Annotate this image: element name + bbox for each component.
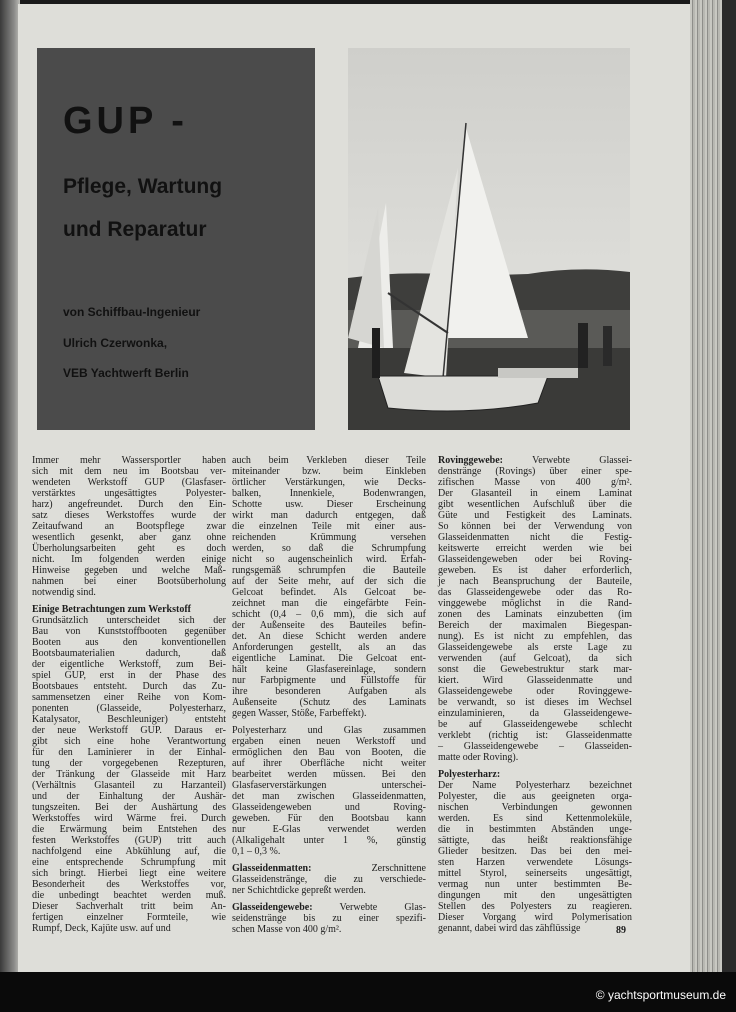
text-line: seidenstränge bis zu einer spezifi- bbox=[232, 913, 426, 924]
text-line: Werkstoffes wird Wärme frei. Durch bbox=[32, 813, 226, 824]
text-line: balken, Innenkiele, Bodenwrangen, bbox=[232, 488, 426, 499]
text-line: Immer mehr Wassersportler haben bbox=[32, 455, 226, 466]
text-line: (Alkaligehalt unter 1 %, günstig bbox=[232, 835, 426, 846]
text-line bbox=[438, 455, 632, 466]
text-line: werden. Es sind Kettenmoleküle, bbox=[438, 813, 632, 824]
text-line: eigentliche Laminat. Die Gelcoat ent- bbox=[232, 653, 426, 664]
text-line: spiel GUP, erst in der Phase des bbox=[32, 670, 226, 681]
text-line bbox=[232, 863, 426, 874]
text-line: Der Name Polyesterharz bezeichnet bbox=[438, 780, 632, 791]
article-title: GUP - bbox=[63, 100, 188, 142]
text-line: sich bringt. Hierbei liegt eine weitere bbox=[32, 868, 226, 879]
text-line: nahmen bei einer Bootsüberholung bbox=[32, 576, 226, 587]
text-line: kiert. Wird Glasseidenmatte und bbox=[438, 675, 632, 686]
text-line: nur E-Glas verwendet werden bbox=[232, 824, 426, 835]
text-line: auch beim Verkleben dieser Teile bbox=[232, 455, 426, 466]
text-line: geweben. Es ist daher erforderlich, bbox=[438, 565, 632, 576]
text-line: Polyesterharz und Glas zusammen bbox=[232, 725, 426, 736]
text-line: auf ihrer Oberfläche nicht weiter bbox=[232, 758, 426, 769]
section-heading: Rovinggewebe: bbox=[438, 455, 503, 466]
text-line: nur Farbpigmente und Füllstoffe für bbox=[232, 675, 426, 686]
text-line: verklebt (richtig ist: Glasseidenmatte bbox=[438, 730, 632, 741]
text-line: wirkt man dadurch entgegen, daß bbox=[232, 510, 426, 521]
text-line: Anforderungen gestellt, als an das bbox=[232, 642, 426, 653]
text-line: wendeten Werkstoff GUP (Glasfaser- bbox=[32, 477, 226, 488]
text-line: – Glasseidengewebe – Glasseiden- bbox=[438, 741, 632, 752]
text-line: nung). Es ist nicht zu empfehlen, das bbox=[438, 631, 632, 642]
text-line: gegen Wasser, Stöße, Farbeffekt). bbox=[232, 708, 367, 719]
text-line: auf der Seite mehr, auf der sich die bbox=[232, 576, 426, 587]
text-line: miteinander bzw. beim Einkleben bbox=[232, 466, 426, 477]
section-heading: Glasseidengewebe: bbox=[232, 902, 313, 913]
text-line: schen Masse von 400 g/m². bbox=[232, 924, 342, 935]
text-line: die in bestimmten Abständen unge- bbox=[438, 824, 632, 835]
text-line: be verwandt, so ist dieses im Wechsel bbox=[438, 697, 632, 708]
text-line: Glasfaserverstärkungen unterschei- bbox=[232, 780, 426, 791]
text-line: Dieser Vorgang wird Polymerisation bbox=[438, 912, 632, 923]
text-line: ponenten (Glasseide, Polyesterharz, bbox=[32, 703, 226, 714]
text-line: bearbeitet werden müssen. Bei den bbox=[232, 769, 426, 780]
text-line bbox=[32, 604, 226, 615]
page-number: 89 bbox=[616, 925, 626, 936]
text-line: dingungen mit den ungesättigten bbox=[438, 890, 632, 901]
text-line: werden, so daß die Schrumpfung bbox=[232, 543, 426, 554]
text-line: ner Schichtdicke gepreßt werden. bbox=[232, 885, 366, 896]
text-column-3 bbox=[438, 455, 632, 934]
text-line: Außenseite (Schutz des Laminats bbox=[232, 697, 426, 708]
text-column-2 bbox=[232, 455, 426, 935]
text-line: der Tränkung der Glasseide mit Harz bbox=[32, 769, 226, 780]
text-line: Glasseidengeweben und Roving- bbox=[232, 802, 426, 813]
text-line: die Erwärmung beim Entstehen des bbox=[32, 824, 226, 835]
text-line: Besonderheit des Werkstoffes vor, bbox=[32, 879, 226, 890]
text-line: wesentlich gesenkt, aber ganz ohne bbox=[32, 532, 226, 543]
text-line: Bootsbaumaterialien dadurch, daß bbox=[32, 648, 226, 659]
text-line: nicht. Im folgenden werden einige bbox=[32, 554, 226, 565]
text-run: Verwebte Glassei- bbox=[503, 455, 632, 466]
text-line: gibt wesentlichen Aufschluß über die bbox=[438, 499, 632, 510]
text-line: Bereich der maximalen Biegespan- bbox=[438, 620, 632, 631]
text-line: sättigte, das heißt reaktionsfähige bbox=[438, 835, 632, 846]
text-line: satz dieses Werkstoffes wurde der bbox=[32, 510, 226, 521]
text-line: So können bei der Verwendung von bbox=[438, 521, 632, 532]
text-line: sich mit dem neu im Bootsbau ver- bbox=[32, 466, 226, 477]
text-line: die einzelnen Teile mit einer aus- bbox=[232, 521, 426, 532]
text-run: Verwebte Glas- bbox=[312, 902, 426, 913]
text-line: 0,1 – 0,3 %. bbox=[232, 846, 281, 857]
section-heading: Glasseidenmatten: bbox=[232, 863, 312, 874]
text-line: Zeitaufwand an Bootspflege zwar bbox=[32, 521, 226, 532]
text-line: der neue Werkstoff GUP. Daraus er- bbox=[32, 725, 226, 736]
text-line: sammensetzen einer Reihe von Kom- bbox=[32, 692, 226, 703]
article-subtitle-line1: Pflege, Wartung bbox=[63, 175, 223, 198]
author-line1: von Schiffbau-Ingenieur bbox=[63, 305, 201, 319]
text-line: zifischen Masse von 400 g/m². bbox=[438, 477, 632, 488]
text-line: Überholungsarbeiten geht es doch bbox=[32, 543, 226, 554]
text-line: vermag nun unter bestimmten Be- bbox=[438, 879, 632, 890]
text-line: fertigen einzelner Formteile, wie bbox=[32, 912, 226, 923]
author-name: Ulrich Czerwonka, bbox=[63, 336, 168, 350]
book-page-edges bbox=[690, 0, 736, 975]
text-line: Bootsbaues entsteht. Durch das Zu- bbox=[32, 681, 226, 692]
text-run: Zerschnittene bbox=[311, 863, 426, 874]
text-line: Güte und Festigkeit des Laminats. bbox=[438, 510, 632, 521]
text-line: örtlicher Verstärkungen, wie Decks- bbox=[232, 477, 426, 488]
text-line: zeichnet man die eingefärbte Fein- bbox=[232, 598, 426, 609]
author-affiliation: VEB Yachtwerft Berlin bbox=[63, 366, 189, 380]
text-line: Gelcoat befindet. Als Gelcoat be- bbox=[232, 587, 426, 598]
text-line: Der Glasanteil in einem Laminat bbox=[438, 488, 632, 499]
text-line: ihre besonderen Aufgaben als bbox=[232, 686, 426, 697]
text-line: Rumpf, Deck, Kajüte usw. auf und bbox=[32, 923, 171, 934]
text-line: festen Werkstoffes (GUP) tritt auch bbox=[32, 835, 226, 846]
text-line: keitswerte erreicht werden wie bei bbox=[438, 543, 632, 554]
text-line: Glasseidengewebe oder Rovinggewe- bbox=[438, 686, 632, 697]
text-line: geweben. Für den Bootsbau kann bbox=[232, 813, 426, 824]
text-line: Katalysator, Beschleuniger) entsteht bbox=[32, 714, 226, 725]
text-line: schicht (0,4 – 0,6 mm), die sich auf bbox=[232, 609, 426, 620]
text-line: nischen Verbindungen gewonnen bbox=[438, 802, 632, 813]
text-line: genannt, dabei wird das zähflüssige bbox=[438, 923, 581, 934]
text-line: hält keine Glasfasereinlage, sondern bbox=[232, 664, 426, 675]
text-column-1 bbox=[32, 455, 226, 934]
text-line: das Glasseidengewebe oder das Ro- bbox=[438, 587, 632, 598]
text-line: und der Einhaltung der Aushär- bbox=[32, 791, 226, 802]
section-heading: Einige Betrachtungen zum Werkstoff bbox=[32, 604, 191, 615]
text-line: det. An diese Schicht werden andere bbox=[232, 631, 426, 642]
text-line: Booten aus den konventionellen bbox=[32, 637, 226, 648]
text-line: verstärktes ungesättigtes Polyester- bbox=[32, 488, 226, 499]
section-heading: Polyesterharz: bbox=[438, 769, 501, 780]
book-left-edge bbox=[0, 0, 20, 975]
text-line: det man zwischen Glasseidenmatten, bbox=[232, 791, 426, 802]
text-line: Polyester, die aus geeigneten orga- bbox=[438, 791, 632, 802]
text-line: reichenden Krümmung versehen bbox=[232, 532, 426, 543]
text-line: verwenden (auf Gelcoat), da sich bbox=[438, 653, 632, 664]
text-line: Glasseidenstränge, die zu verschiede- bbox=[232, 874, 426, 885]
text-line: zonen des Laminats einzubetten (im bbox=[438, 609, 632, 620]
text-line: rungsgemäß schrumpfen die Bauteile bbox=[232, 565, 426, 576]
sailboat-photo bbox=[348, 48, 630, 430]
article-subtitle-line2: und Reparatur bbox=[63, 218, 207, 241]
text-line: Stellen des Polyesters zu reagieren. bbox=[438, 901, 632, 912]
text-line: ergaben einen neuen Werkstoff und bbox=[232, 736, 426, 747]
text-line: tungszeiten. Bei der Aushärtung des bbox=[32, 802, 226, 813]
text-line: Glasseidengeweben oder bei Roving- bbox=[438, 554, 632, 565]
text-line: notwendig sind. bbox=[32, 587, 96, 598]
text-line: nachfolgend eine Abkühlung auf, die bbox=[32, 846, 226, 857]
text-line: mittel Styrol, seinerseits ungesättigt, bbox=[438, 868, 632, 879]
text-line: eine entsprechende Schrumpfung mit bbox=[32, 857, 226, 868]
text-line: Glieder besitzen. Das bei den mei- bbox=[438, 846, 632, 857]
text-line: denstränge (Rovings) über einer spe- bbox=[438, 466, 632, 477]
text-line: je nach Beanspruchung der Bauteile, bbox=[438, 576, 632, 587]
text-line: Glasseidengewebe als erste Lage zu bbox=[438, 642, 632, 653]
text-line: ermöglichen den Bau von Booten, die bbox=[232, 747, 426, 758]
text-line: für den Laminierer in der Einhal- bbox=[32, 747, 226, 758]
title-block bbox=[37, 48, 315, 430]
text-line: be auf Glasseidengewebe schlecht bbox=[438, 719, 632, 730]
text-line: nicht so augenscheinlich wird. Erfah- bbox=[232, 554, 426, 565]
text-line: der Außenseite des Bauteiles befin- bbox=[232, 620, 426, 631]
text-line: der eigentliche Werkstoff, zum Bei- bbox=[32, 659, 226, 670]
text-line: tung der vorgegebenen Rezepturen, bbox=[32, 758, 226, 769]
watermark: © yachtsportmuseum.de bbox=[595, 988, 726, 1002]
text-line: gibt sich eine hohe Verantwortung bbox=[32, 736, 226, 747]
text-line: die unbedingt beachtet werden muß. bbox=[32, 890, 226, 901]
text-line bbox=[438, 769, 632, 780]
text-line: Grundsätzlich unterscheidet sich der bbox=[32, 615, 226, 626]
text-line: Glasseidenmatten nicht die Festig- bbox=[438, 532, 632, 543]
text-line: Bau von Kunststoffbooten gegenüber bbox=[32, 626, 226, 637]
text-line: Schotte usw. Dieser Erscheinung bbox=[232, 499, 426, 510]
text-line: sonst die Gewebestruktur stark mar- bbox=[438, 664, 632, 675]
text-line: (Verhältnis Glasanteil zu Harzanteil) bbox=[32, 780, 226, 791]
text-line: Hinweise gegeben und welche Maß- bbox=[32, 565, 226, 576]
text-line: matte oder Roving). bbox=[438, 752, 519, 763]
text-line: sten Harzen verwendete Lösungs- bbox=[438, 857, 632, 868]
text-line: Dieser Sachverhalt tritt beim An- bbox=[32, 901, 226, 912]
text-line bbox=[232, 902, 426, 913]
text-line: harz) angefreundet. Durch den Ein- bbox=[32, 499, 226, 510]
text-line: einzulaminieren, da Glasseidengewe- bbox=[438, 708, 632, 719]
text-line: vinggewebe möglichst in die Rand- bbox=[438, 598, 632, 609]
